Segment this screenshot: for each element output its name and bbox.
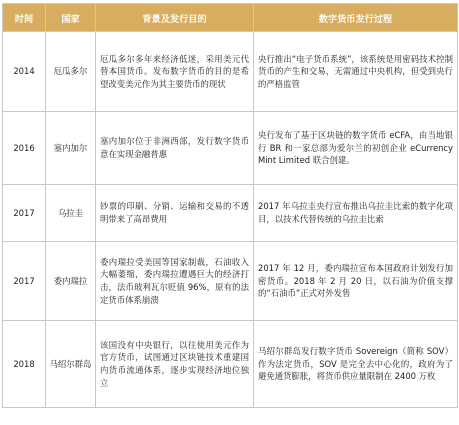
country-cell: 塞内加尔	[46, 112, 96, 185]
background-cell: 委内瑞拉受美国等国家制裁，石油收入大幅萎缩，委内瑞拉遭遇巨大的经济打击，法币玻利瓦尔贬值 96%，原有的法定货币体系崩溃	[96, 242, 254, 321]
country-cell: 马绍尔群岛	[46, 321, 96, 408]
process-cell: 2017 年乌拉圭央行宣布推出乌拉圭比索的数字化项目，以技术代替传统的乌拉圭比索	[254, 185, 458, 242]
process-cell: 央行发布了基于区块链的数字货币 eCFA，由当地银行 BR 和一家总部为爱尔兰的初创企业 eCurrency Mint Limited 联合创建。	[254, 112, 458, 185]
process-cell: 马绍尔群岛发行数字货币 Sovereign（简称 SOV）作为法定货币，SOV 是完全去中心化的，政府为了避免通货膨胀，将货币供应量限制在 2400 万枚	[254, 321, 458, 408]
background-cell: 厄瓜多尔多年来经济低迷，采用美元代替本国货币。发布数字货币的目的是希望改变美元作为其主要货币的现状	[96, 32, 254, 112]
background-cell: 钞票的印刷、分销、运输和交易的不透明带来了高昂费用	[96, 185, 254, 242]
background-cell: 该国没有中央银行，以往使用美元作为官方货币，试图通过区块链技术重建国内货币流通体系，逐步实现经济地位独立	[96, 321, 254, 408]
table-row	[3, 242, 458, 321]
country-cell: 乌拉圭	[46, 185, 96, 242]
year-cell: 2017	[3, 242, 46, 321]
digital-currency-table	[2, 3, 458, 408]
process-cell: 央行推出“电子货币系统”，该系统是用密码技术控制货币的产生和交易，无需通过中央机构，但受到央行的严格监管	[254, 32, 458, 112]
header-row	[3, 4, 458, 32]
process-cell: 2017 年 12 月，委内瑞拉宣布本国政府计划发行加密货币。2018 年 2 月 20 日，以石油为价值支撑的“石油币”正式对外发售	[254, 242, 458, 321]
year-cell: 2014	[3, 32, 46, 112]
header-process: 数字货币发行过程	[254, 4, 458, 32]
background-cell: 塞内加尔位于非洲西部，发行数字货币意在实现金融普惠	[96, 112, 254, 185]
year-cell: 2018	[3, 321, 46, 408]
header-time: 时间	[3, 4, 46, 32]
table-row	[3, 112, 458, 185]
table-row	[3, 321, 458, 408]
year-cell: 2017	[3, 185, 46, 242]
year-cell: 2016	[3, 112, 46, 185]
table-row	[3, 32, 458, 112]
table-row	[3, 185, 458, 242]
country-cell: 厄瓜多尔	[46, 32, 96, 112]
header-country: 国家	[46, 4, 96, 32]
country-cell: 委内瑞拉	[46, 242, 96, 321]
header-background: 背景及发行目的	[96, 4, 254, 32]
